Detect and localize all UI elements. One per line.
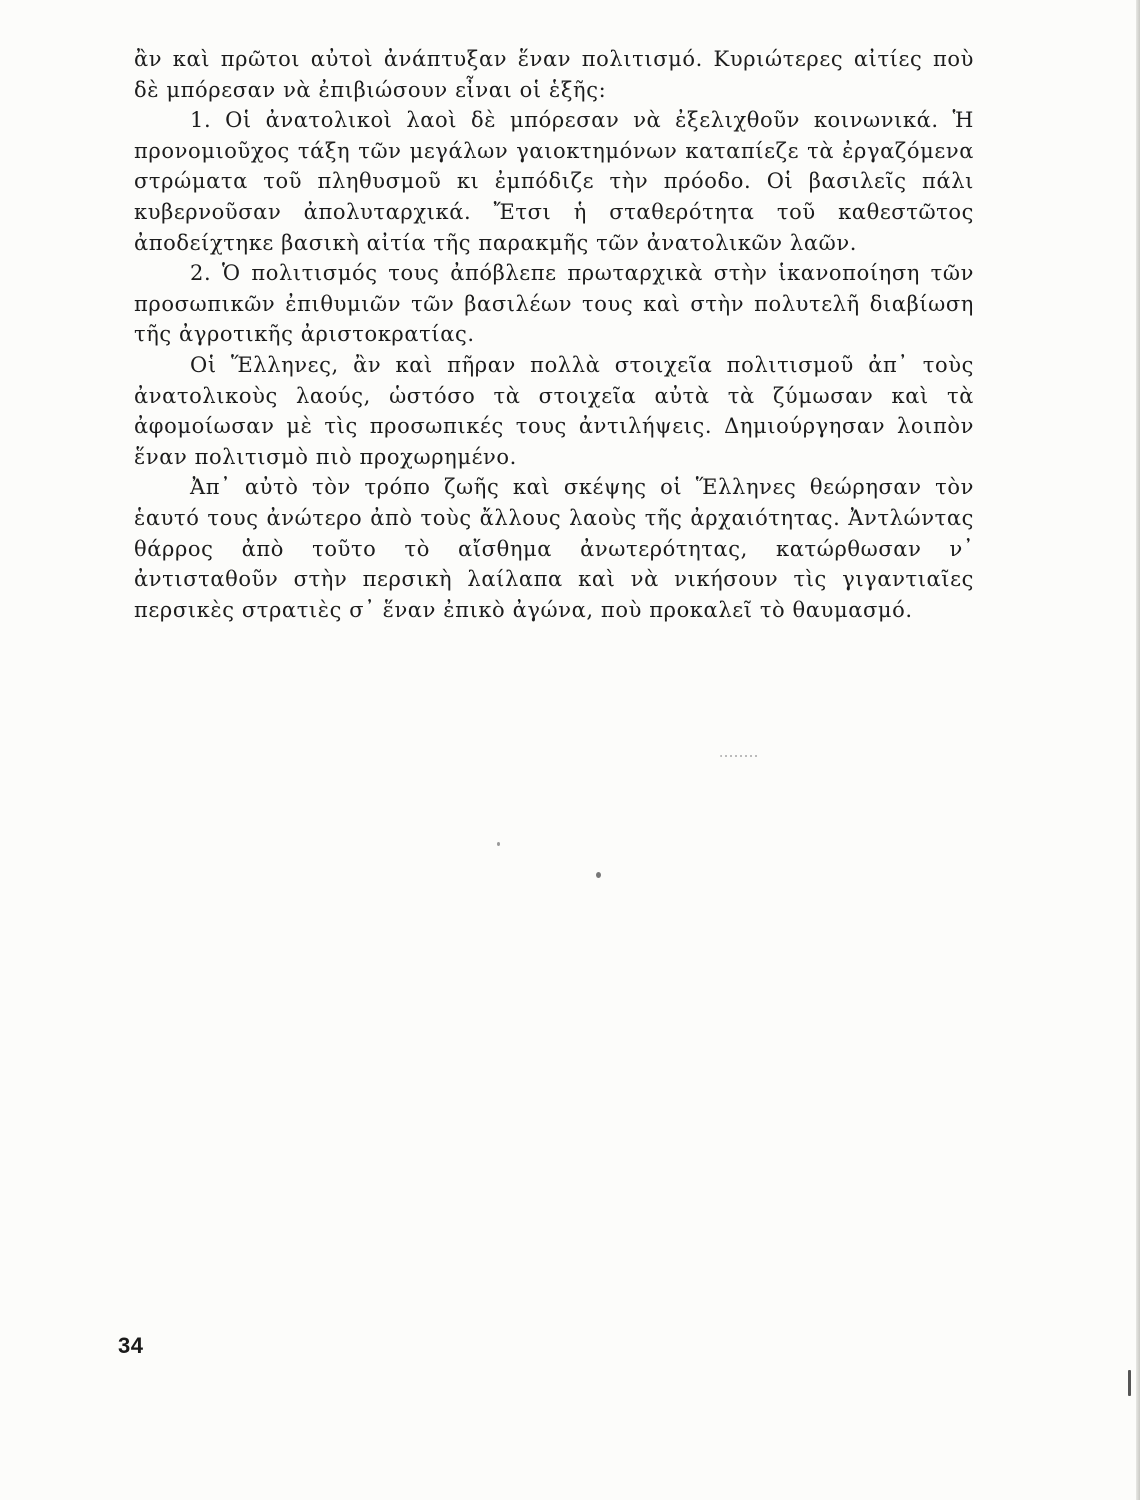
paragraph-point-2: 2. Ὁ πολιτισμός τους ἀπόβλεπε πρωταρχικὰ στὴν ἱκανοποίηση τῶν προσωπικῶν ἐπιθυμιῶν τῶν βασιλέων τους καὶ στὴν πολυτελῆ διαβίωση τῆς ἀγροτικῆς ἀριστοκρατίας.	[134, 261, 974, 347]
page-number: 34	[118, 1333, 144, 1358]
paragraph-continuation: ἂν καὶ πρῶτοι αὐτοὶ ἀνάπτυξαν ἕναν πολιτισμό. Κυριώτερες αἰτίες ποὺ δὲ μπόρεσαν νὰ ἐπιβιώσουν εἶναι οἱ ἑξῆς:	[134, 47, 974, 102]
scan-speck	[497, 842, 500, 846]
body-text	[134, 44, 974, 625]
paragraph-point-1: 1. Οἱ ἀνατολικοὶ λαοὶ δὲ μπόρεσαν νὰ ἐξελιχθοῦν κοινωνικά. Ἡ προνομιοῦχος τάξη τῶν μεγάλων γαιοκτημόνων καταπίεζε τὰ ἐργαζόμενα στρώματα τοῦ πληθυσμοῦ κι ἐμπόδιζε τὴν πρόοδο. Οἱ βασιλεῖς πάλι κυβερνοῦσαν ἀπολυταρχικά. Ἔτσι ἡ σταθερότητα τοῦ καθεστῶτος ἀποδείχτηκε βασικὴ αἰτία τῆς παρακμῆς τῶν ἀνατολικῶν λαῶν.	[134, 108, 974, 255]
scan-speck	[1128, 1370, 1131, 1396]
scan-speck	[720, 755, 758, 757]
page-edge	[1136, 0, 1140, 1500]
paragraph-greeks: Οἱ Ἕλληνες, ἂν καὶ πῆραν πολλὰ στοιχεῖα πολιτισμοῦ ἀπ᾿ τοὺς ἀνατολικοὺς λαούς, ὡστόσο τὰ στοιχεῖα αὐτὰ τὰ ζύμωσαν καὶ τὰ ἀφομοίωσαν μὲ τὶς προσωπικές τους ἀντιλήψεις. Δημιούργησαν λοιπὸν ἕναν πολιτισμὸ πιὸ προχωρημένο.	[134, 352, 974, 469]
paragraph-conclusion: Ἀπ᾿ αὐτὸ τὸν τρόπο ζωῆς καὶ σκέψης οἱ Ἕλληνες θεώρησαν τὸν ἑαυτό τους ἀνώτερο ἀπὸ τοὺς ἄλλους λαοὺς τῆς ἀρχαιότητας. Ἀντλώντας θάρρος ἀπὸ τοῦτο τὸ αἴσθημα ἀνωτερότητας, κατώρθωσαν ν᾿ ἀντισταθοῦν στὴν περσικὴ λαίλαπα καὶ νὰ νικήσουν τὶς γιγαντιαῖες περσικὲς στρατιὲς σ᾿ ἕναν ἐπικὸ ἀγώνα, ποὺ προκαλεῖ τὸ θαυμασμό.	[134, 475, 974, 622]
scan-speck	[596, 872, 601, 878]
